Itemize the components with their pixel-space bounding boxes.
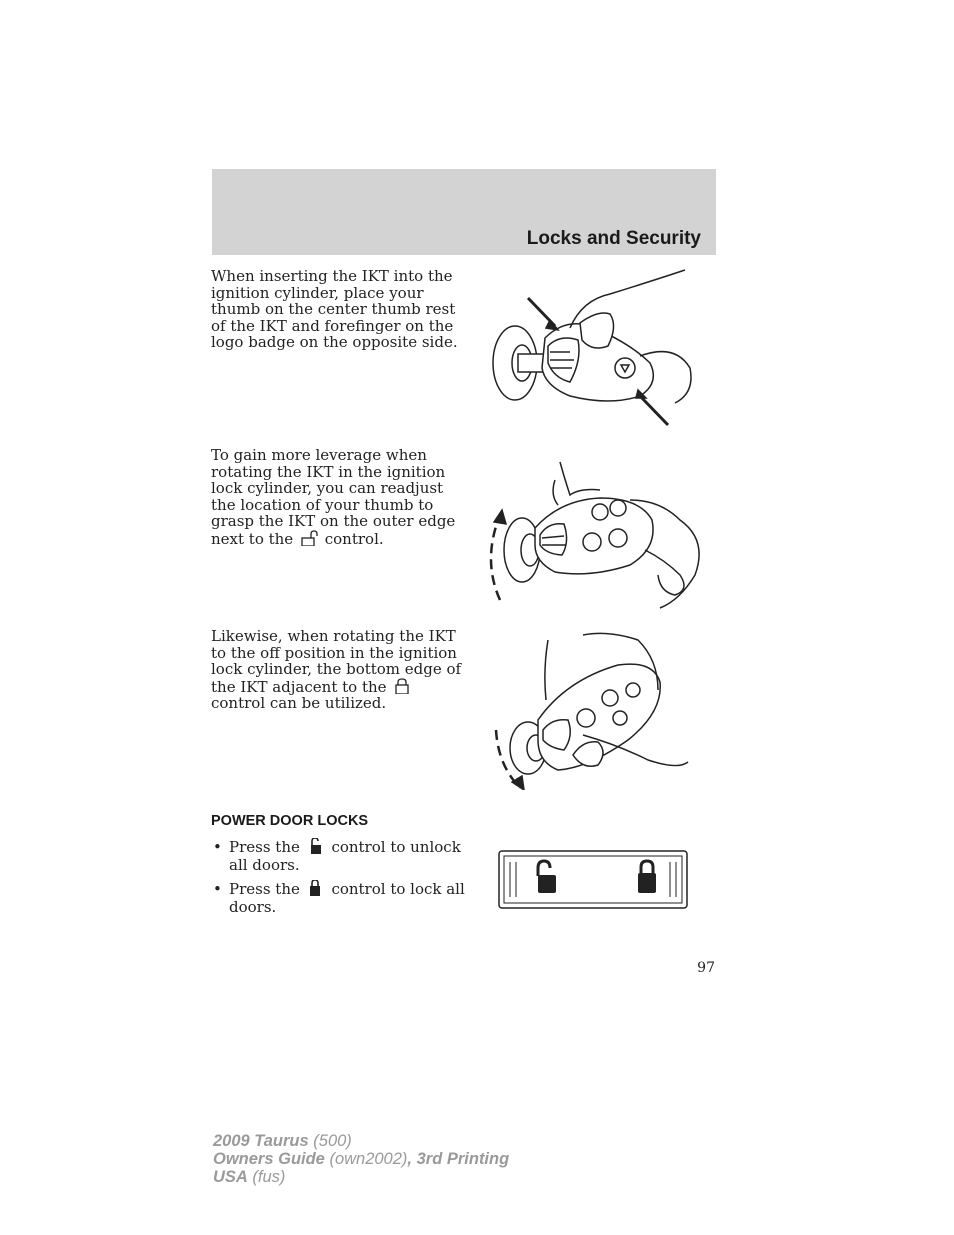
footer-line bbox=[213, 1150, 509, 1168]
power-door-locks-heading: POWER DOOR LOCKS bbox=[211, 813, 369, 829]
ikt-rotate-off-illustration bbox=[488, 630, 698, 790]
paragraph-ikt-off bbox=[211, 628, 469, 712]
footer-model: 2009 Taurus bbox=[213, 1132, 309, 1150]
bullet-dot: • bbox=[213, 880, 222, 898]
ikt-rotate-leverage-illustration bbox=[480, 450, 710, 610]
bullet-text: control to unlock all doors. bbox=[229, 838, 461, 874]
bullet-dot: • bbox=[213, 838, 222, 856]
ikt-insert-illustration bbox=[490, 268, 700, 428]
bullet-text: Press the bbox=[229, 880, 300, 898]
lock-icon bbox=[305, 880, 327, 896]
footer-guide: Owners Guide bbox=[213, 1150, 325, 1168]
footer-market: USA bbox=[213, 1168, 248, 1186]
section-header-band bbox=[212, 169, 716, 255]
bullet-text: control to lock all doors. bbox=[229, 880, 465, 916]
paragraph-ikt-leverage bbox=[211, 447, 469, 548]
unlock-outline-icon bbox=[298, 530, 320, 546]
list-item bbox=[211, 880, 471, 916]
paragraph-text: control can be utilized. bbox=[211, 694, 387, 713]
page-number: 97 bbox=[697, 960, 715, 976]
footer-guide-code: (own2002) bbox=[324, 1150, 408, 1168]
lock-outline-icon bbox=[391, 678, 413, 694]
unlock-icon bbox=[305, 838, 327, 854]
paragraph-text: Likewise, when rotating the IKT to the off position in the ignition lock cylinder, the bottom edge of the IKT adjacent to the bbox=[211, 627, 462, 696]
section-title: Locks and Security bbox=[526, 228, 701, 249]
footer-model-code: (500) bbox=[308, 1132, 352, 1150]
footer-line bbox=[213, 1168, 509, 1186]
paragraph-ikt-insert: When inserting the IKT into the ignition cylinder, place your thumb on the center thumb rest of the IKT and forefinger on the logo badge on the opposite side. bbox=[211, 267, 458, 352]
footer-printing: , 3rd Printing bbox=[407, 1150, 510, 1168]
power-door-locks-list bbox=[211, 838, 471, 922]
door-lock-switch-illustration bbox=[498, 850, 688, 910]
list-item bbox=[211, 838, 471, 874]
bullet-text: Press the bbox=[229, 838, 300, 856]
footer-line bbox=[213, 1132, 509, 1150]
paragraph-text: control. bbox=[324, 529, 384, 548]
paragraph-text: To gain more leverage when rotating the IKT in the ignition lock cylinder, you can readjust the location of your thumb to grasp the IKT on the outer edge next to the bbox=[211, 446, 456, 548]
footer-market-code: (fus) bbox=[247, 1168, 286, 1186]
document-footer bbox=[213, 1132, 509, 1186]
